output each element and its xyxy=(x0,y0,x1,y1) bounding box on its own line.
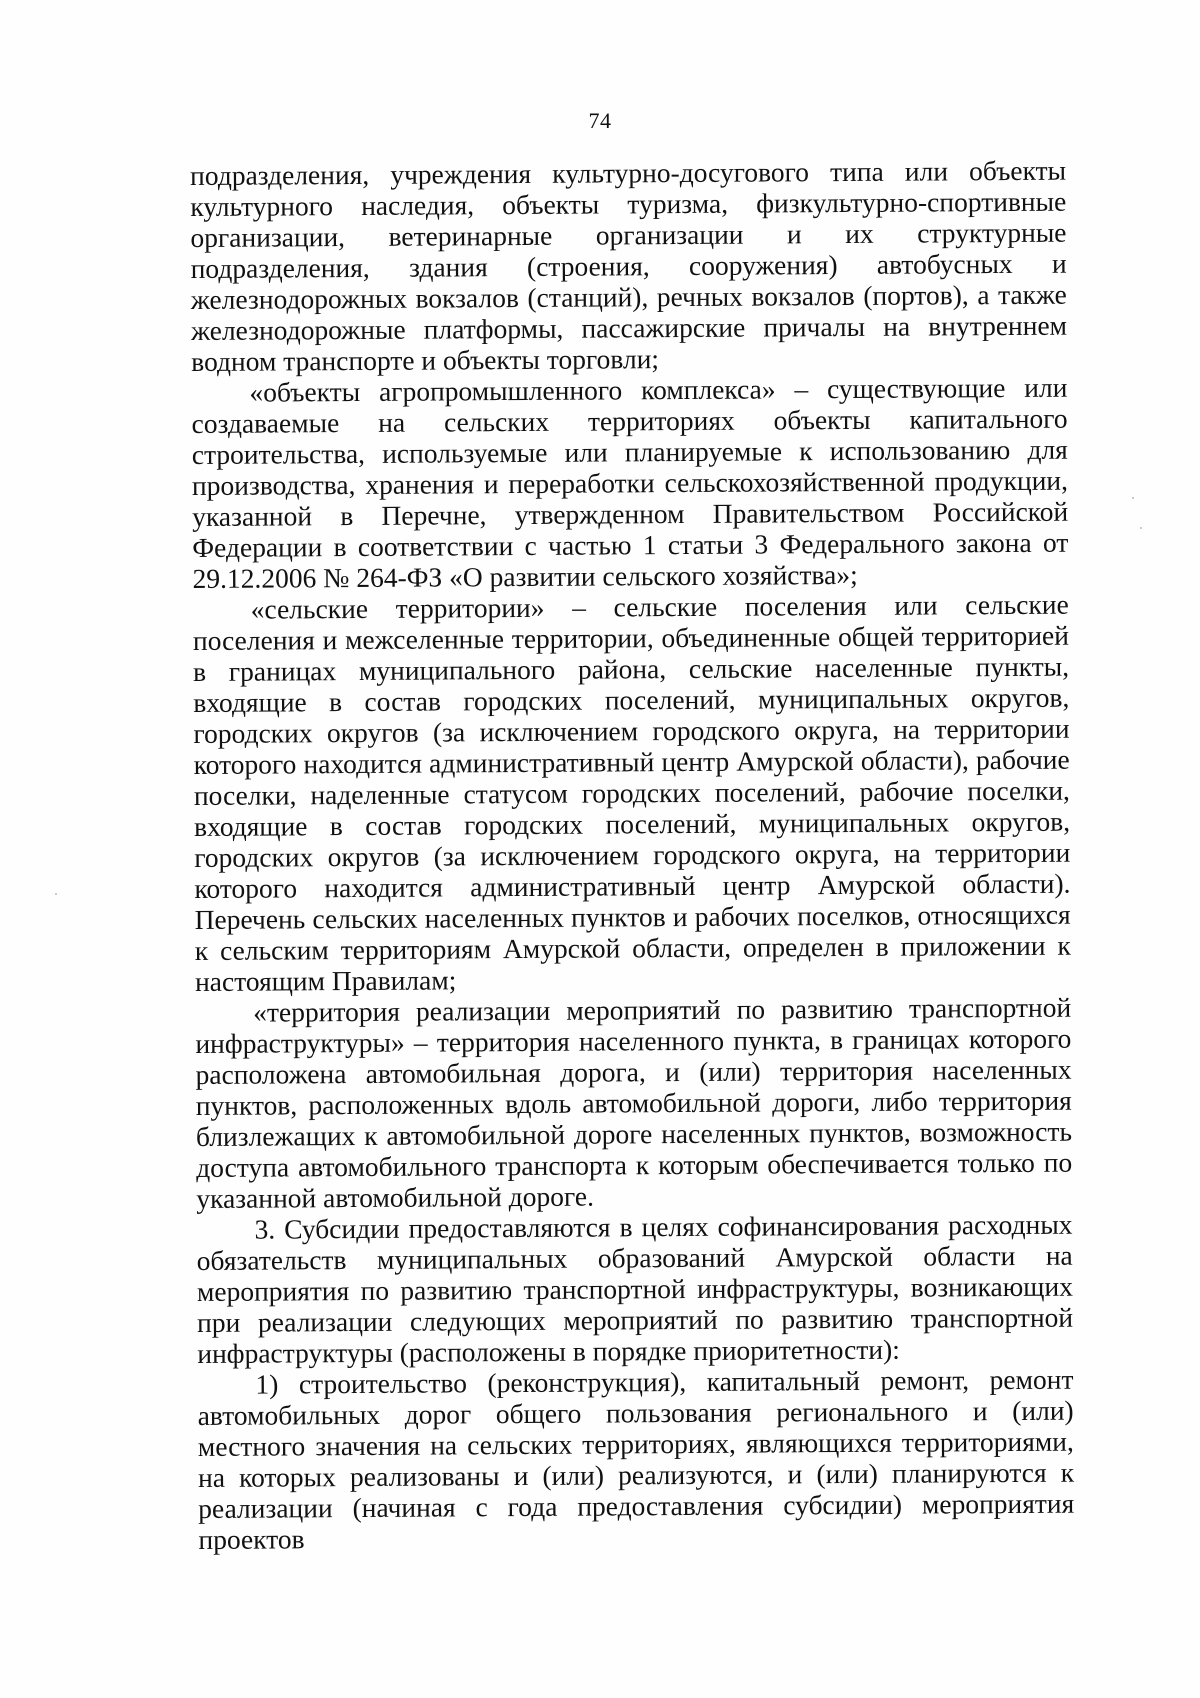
scan-speck xyxy=(55,893,57,895)
paragraph-rural-territories-definition: «сельские территории» – сельские поселения или сельские поселения и межселенные территории, объединенные общей территорией в границах муниципального района, сельские населенные пункты, входящие в состав городских поселений, муниципальных округов, городских округов (за исключением городского округа, на территории которого находится административный центр Амурской области), рабочие поселки, наделенные статусом городских поселений, рабочие поселки, входящие в состав городских поселений, муниципальных округов, городских округов (за исключением городского округа, на территории которого находится административный центр Амурской области). Перечень сельских населенных пунктов и рабочих поселков, относящихся к сельским территориям Амурской области, определен в приложении к настоящим Правилам; xyxy=(192,588,1071,997)
page-number: 74 xyxy=(588,108,612,133)
paragraph-item-1: 1) строительство (реконструкция), капитальный ремонт, ремонт автомобильных дорог общего пользования регионального и (или) местного значения на сельских территориях, являющихся территориями, на которых реализованы и (или) реализуются, и (или) планируются к реализации (начиная с года предоставления субсидии) мероприятия проектов xyxy=(197,1363,1075,1555)
scan-speck xyxy=(1140,527,1142,529)
paragraph-transport-territory-definition: «территория реализации мероприятий по развитию транспортной инфраструктуры» – территория населенного пункта, в границах которого расположена автомобильная дорога, и (или) территория населенных пунктов, расположенных вдоль автомобильной дороги, либо территория близлежащих к автомобильной дороге населенных пунктов, возможность доступа автомобильного транспорта к которым обеспечивается только по указанной автомобильной дороге. xyxy=(195,991,1073,1214)
paragraph-continuation: подразделения, учреждения культурно-досугового типа или объекты культурного наследия, объекты туризма, физкультурно-спортивные организации, ветеринарные организации и их структурные подразделения, здания (строения, сооружения) автобусных и железнодорожных вокзалов (станций), речных вокзалов (портов), а также железнодорожные платформы, пассажирские причалы на внутреннем водном транспорте и объекты торговли; xyxy=(190,154,1068,377)
paragraph-clause-3: 3. Субсидии предоставляются в целях софинансирования расходных обязательств муниципальных образований Амурской области на мероприятия по развитию транспортной инфраструктуры, возникающих при реализации следующих мероприятий по развитию транспортной инфраструктуры (расположены в порядке приоритетности): xyxy=(196,1208,1074,1369)
document-body xyxy=(190,155,1075,1555)
scan-speck xyxy=(1132,497,1134,499)
paragraph-agro-industrial-definition: «объекты агропромышленного комплекса» – существующие или создаваемые на сельских территориях объекты капитального строительства, используемые или планируемые к использованию для производства, хранения и переработки сельскохозяйственной продукции, указанной в Перечне, утвержденном Правительством Российской Федерации в соответствии с частью 1 статьи 3 Федерального закона от 29.12.2006 № 264-ФЗ «О развитии сельского хозяйства»; xyxy=(191,371,1069,594)
